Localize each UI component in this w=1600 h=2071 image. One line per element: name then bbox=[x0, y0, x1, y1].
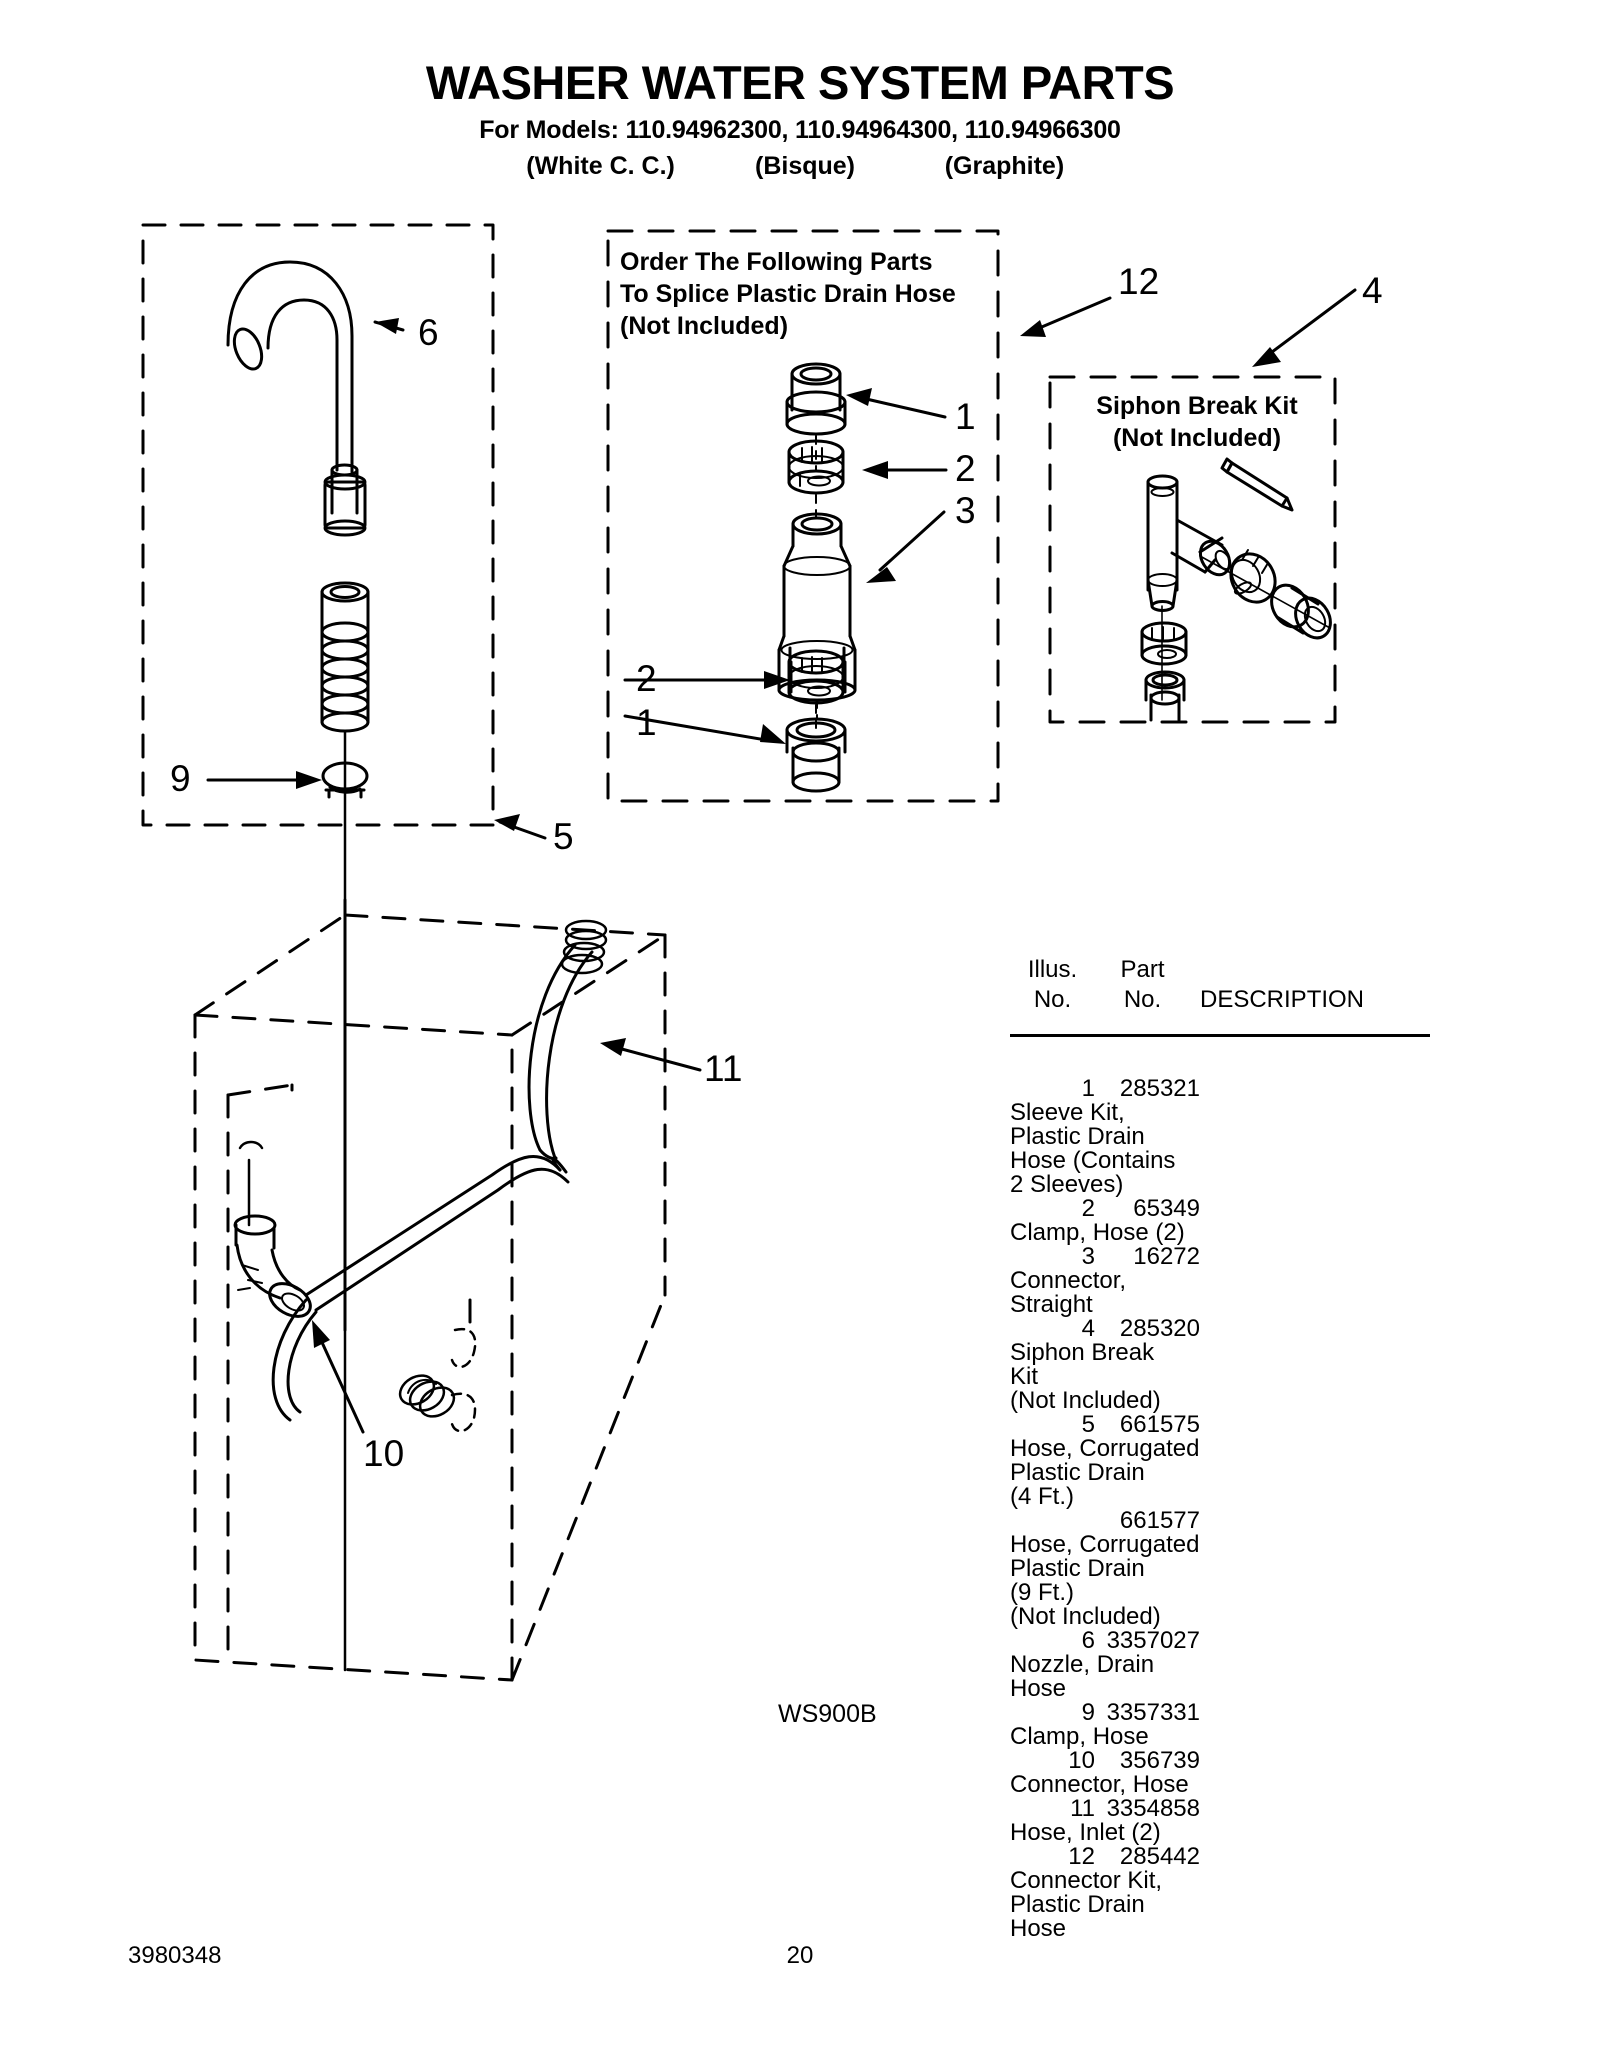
cell-illus-no: 3 bbox=[1081, 1243, 1095, 1270]
cell-part-no: 285442 bbox=[1119, 1843, 1200, 1870]
description-line: Nozzle, Drain bbox=[1010, 1651, 1155, 1678]
splice-box-line-2: To Splice Plastic Drain Hose bbox=[620, 280, 956, 308]
callout-2-upper-leader bbox=[862, 461, 946, 479]
table-row bbox=[1010, 1197, 1430, 1245]
cell-part-no: 3357331 bbox=[1106, 1699, 1200, 1726]
drain-nozzle-illustration bbox=[228, 262, 365, 535]
callout-2-bottom: 2 bbox=[636, 658, 657, 699]
description-line: Kit bbox=[1010, 1363, 1039, 1390]
header-description: DESCRIPTION bbox=[1200, 986, 1365, 1013]
description-line: Hose, Corrugated bbox=[1010, 1531, 1200, 1558]
description-line: Connector Kit, bbox=[1010, 1867, 1163, 1894]
parts-table-body bbox=[1010, 1077, 1430, 1941]
callout-9-leader bbox=[208, 771, 322, 789]
callout-5: 5 bbox=[553, 816, 574, 857]
cell-illus-no: 9 bbox=[1081, 1699, 1095, 1726]
washer-cabinet-outline bbox=[195, 915, 665, 1680]
cell-illus-no: 6 bbox=[1081, 1627, 1095, 1654]
callout-11: 11 bbox=[704, 1048, 743, 1089]
cell-description bbox=[1010, 1725, 1430, 1749]
inlet-hose-11-illustration bbox=[529, 921, 606, 1159]
callout-12: 12 bbox=[1118, 261, 1160, 302]
callout-1-bottom: 1 bbox=[636, 702, 657, 743]
description-line: (Not Included) bbox=[1010, 1387, 1161, 1414]
cell-illus-no: 4 bbox=[1081, 1315, 1095, 1342]
description-line: Plastic Drain bbox=[1010, 1459, 1145, 1486]
table-row bbox=[1010, 1317, 1430, 1413]
callout-10-leader bbox=[312, 1320, 363, 1432]
cell-description bbox=[1010, 1341, 1430, 1413]
siphon-box-line-1: Siphon Break Kit bbox=[1096, 392, 1298, 420]
description-line: Plastic Drain bbox=[1010, 1555, 1145, 1582]
splice-box-line-3: (Not Included) bbox=[620, 312, 789, 340]
cell-illus-no: 10 bbox=[1068, 1747, 1095, 1774]
cell-description bbox=[1010, 1821, 1430, 1845]
document-number: 3980348 bbox=[128, 1942, 222, 1969]
cell-part-no: 3357027 bbox=[1106, 1627, 1200, 1654]
callout-3-leader bbox=[866, 512, 944, 583]
cell-description bbox=[1010, 1221, 1430, 1245]
cell-description bbox=[1010, 1269, 1430, 1317]
description-line: (9 Ft.) bbox=[1010, 1579, 1074, 1606]
hose-corrugated-end-illustration bbox=[395, 1370, 459, 1423]
clamp-lower-2-illustration bbox=[790, 648, 844, 678]
callout-6-leader bbox=[375, 318, 403, 334]
color-white-label: (White C. C.) bbox=[526, 152, 675, 180]
sleeve-top-illustration bbox=[787, 364, 845, 434]
clamp-upper-illustration bbox=[789, 441, 843, 493]
description-line: Hose bbox=[1010, 1675, 1067, 1702]
description-line: Connector, bbox=[1010, 1267, 1127, 1294]
clamp-bottom-illustration bbox=[789, 651, 843, 703]
siphon-box-label bbox=[1062, 390, 1332, 454]
callout-11-leader bbox=[600, 1038, 700, 1070]
color-variants-row bbox=[0, 152, 1600, 181]
hose-clamp-9-illustration bbox=[323, 763, 367, 797]
cell-illus-no: 2 bbox=[1081, 1195, 1095, 1222]
header-illus-line2: No. bbox=[1033, 986, 1072, 1013]
description-line: Sleeve Kit, bbox=[1010, 1099, 1125, 1126]
color-bisque-label: (Bisque) bbox=[755, 152, 855, 180]
description-line: 2 Sleeves) bbox=[1010, 1171, 1124, 1198]
figure-code: WS900B bbox=[778, 1700, 877, 1728]
header-part-line1: Part bbox=[1120, 956, 1165, 983]
cell-description bbox=[1010, 1437, 1430, 1509]
header-part-line2: No. bbox=[1123, 986, 1162, 1013]
parts-table bbox=[1010, 958, 1430, 1941]
description-line: Hose, Corrugated bbox=[1010, 1435, 1200, 1462]
description-line: Plastic Drain bbox=[1010, 1891, 1145, 1918]
table-row bbox=[1010, 1845, 1430, 1941]
corrugated-hose-illustration bbox=[322, 583, 368, 1670]
cell-description bbox=[1010, 1773, 1430, 1797]
callout-2-top: 2 bbox=[955, 448, 976, 489]
cell-illus-no: 1 bbox=[1081, 1075, 1095, 1102]
callout-1-top-leader bbox=[846, 388, 945, 417]
table-row bbox=[1010, 1797, 1430, 1845]
cell-part-no: 356739 bbox=[1119, 1747, 1200, 1774]
description-line: Connector, Hose bbox=[1010, 1771, 1189, 1798]
header-illus-line1: Illus. bbox=[1027, 956, 1078, 983]
table-row bbox=[1010, 1245, 1430, 1317]
cell-illus-no: 5 bbox=[1081, 1411, 1095, 1438]
cell-part-no: 661575 bbox=[1119, 1411, 1200, 1438]
description-line: Clamp, Hose bbox=[1010, 1723, 1149, 1750]
parts-table-rule bbox=[1010, 1034, 1430, 1037]
callout-10: 10 bbox=[363, 1433, 405, 1474]
splice-box-line-1: Order The Following Parts bbox=[620, 248, 933, 276]
description-line: Hose, Inlet (2) bbox=[1010, 1819, 1161, 1846]
callout-1-top: 1 bbox=[955, 396, 976, 437]
cabinet-drain-hose-illustration bbox=[273, 1156, 568, 1420]
cell-description bbox=[1010, 1101, 1430, 1197]
cell-part-no: 285320 bbox=[1119, 1315, 1200, 1342]
callout-4: 4 bbox=[1362, 270, 1383, 311]
cell-description bbox=[1010, 1653, 1430, 1701]
callout-3: 3 bbox=[955, 490, 976, 531]
cabinet-knockout bbox=[452, 1329, 475, 1431]
siphon-box-line-2: (Not Included) bbox=[1112, 424, 1282, 452]
parts-table-header bbox=[1010, 958, 1430, 1034]
cell-part-no: 65349 bbox=[1133, 1195, 1200, 1222]
drain-hose-dashed-box bbox=[143, 225, 493, 825]
hose-connector-10-illustration bbox=[235, 1142, 316, 1323]
models-line: For Models: 110.94962300, 110.94964300, 110.94966300 bbox=[479, 116, 1121, 144]
description-line: Hose (Contains bbox=[1010, 1147, 1176, 1174]
callout-9: 9 bbox=[170, 758, 191, 799]
callout-12-leader bbox=[1020, 298, 1110, 337]
table-row bbox=[1010, 1413, 1430, 1509]
description-line: Plastic Drain bbox=[1010, 1123, 1145, 1150]
cell-illus-no: 11 bbox=[1070, 1795, 1095, 1822]
callout-4-leader bbox=[1252, 290, 1355, 367]
clamp-lower-illustration bbox=[791, 662, 845, 692]
callout-6: 6 bbox=[418, 312, 439, 353]
cell-description bbox=[1010, 1533, 1430, 1629]
table-row bbox=[1010, 1701, 1430, 1749]
siphon-break-kit-illustration bbox=[1142, 459, 1337, 720]
color-graphite-label: (Graphite) bbox=[944, 152, 1065, 180]
cell-part-no: 661577 bbox=[1119, 1507, 1200, 1534]
table-row bbox=[1010, 1077, 1430, 1197]
straight-connector-illustration bbox=[779, 514, 855, 700]
description-line: Siphon Break bbox=[1010, 1339, 1155, 1366]
table-row bbox=[1010, 1509, 1430, 1629]
sleeve-bottom-illustration bbox=[787, 719, 845, 791]
cell-part-no: 16272 bbox=[1133, 1243, 1200, 1270]
table-row bbox=[1010, 1749, 1430, 1797]
cell-part-no: 3354858 bbox=[1106, 1795, 1200, 1822]
description-line: Hose bbox=[1010, 1915, 1067, 1942]
page-number: 20 bbox=[786, 1942, 814, 1969]
cell-part-no: 285321 bbox=[1119, 1075, 1200, 1102]
description-line: (4 Ft.) bbox=[1010, 1483, 1074, 1510]
cell-illus-no: 12 bbox=[1068, 1843, 1095, 1870]
cell-description bbox=[1010, 1869, 1430, 1941]
description-line: Straight bbox=[1010, 1291, 1093, 1318]
table-row bbox=[1010, 1629, 1430, 1701]
description-line: (Not Included) bbox=[1010, 1603, 1161, 1630]
splice-box-label bbox=[620, 246, 1000, 342]
page-title: WASHER WATER SYSTEM PARTS bbox=[425, 56, 1175, 109]
description-line: Clamp, Hose (2) bbox=[1010, 1219, 1185, 1246]
callout-5-leader bbox=[494, 814, 545, 838]
